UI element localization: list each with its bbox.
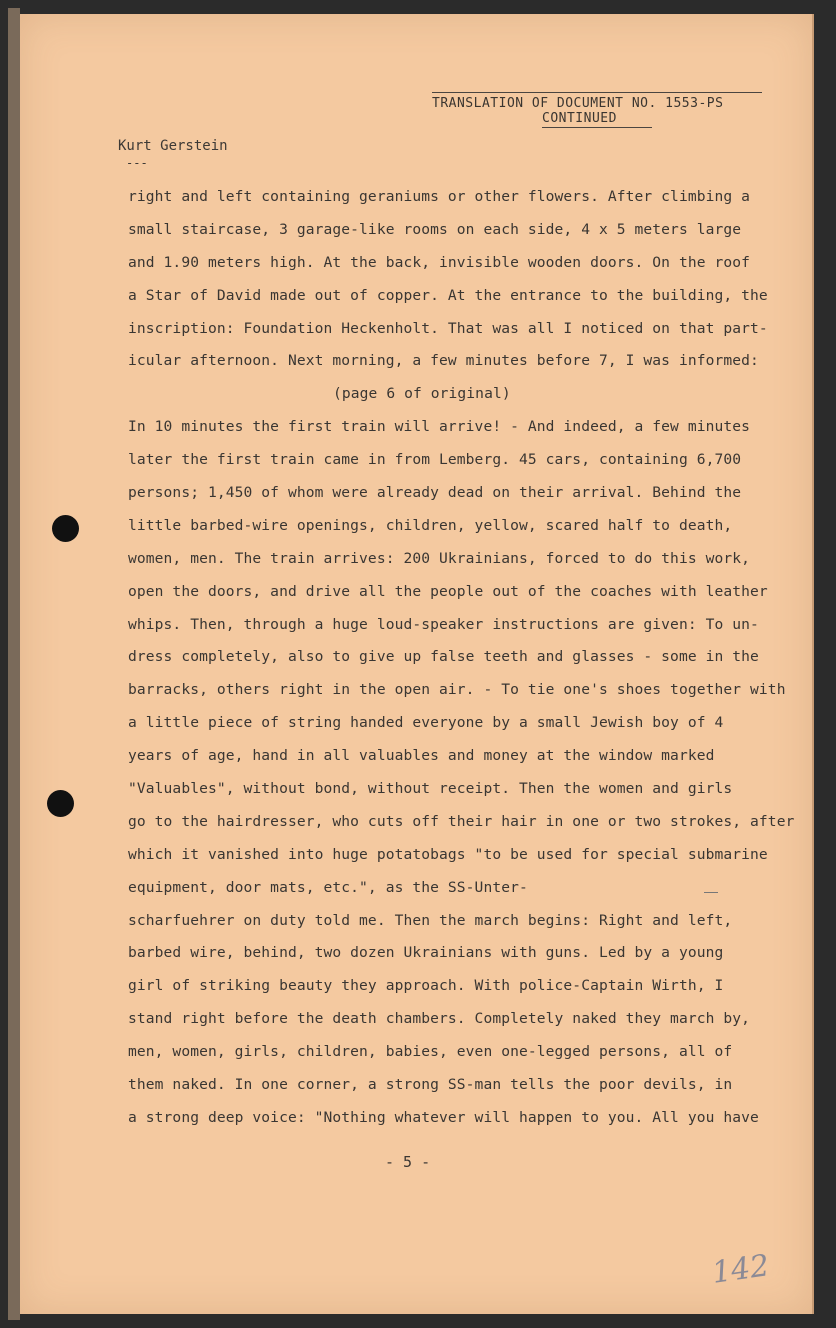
text-line: scharfuehrer on duty told me. Then the march begins: Right and left, <box>128 911 733 929</box>
text-line: barracks, others right in the open air. - To tie one's shoes together with <box>128 681 786 699</box>
text-line: and 1.90 meters high. At the back, invisible wooden doors. On the roof <box>128 253 751 271</box>
text-line: In 10 minutes the first train will arrive! - And indeed, a few minutes <box>128 418 751 436</box>
text-line: a little piece of string handed everyone by a small Jewish boy of 4 <box>128 714 724 732</box>
text-line: later the first train came in from Lemberg. 45 cars, containing 6,700 <box>128 451 742 469</box>
page-number: - 5 - <box>385 1153 431 1171</box>
scan-edge <box>8 8 20 1320</box>
text-line: women, men. The train arrives: 200 Ukrainians, forced to do this work, <box>128 549 751 567</box>
text-line: whips. Then, through a huge loud-speaker instructions are given: To un- <box>128 615 759 633</box>
text-line: which it vanished into huge potatobags "to be used for special submarine <box>128 845 768 863</box>
header-continued: CONTINUED <box>542 111 652 128</box>
text-line: stand right before the death chambers. Completely naked they march by, <box>128 1010 751 1028</box>
text-line: "Valuables", without bond, without receipt. Then the women and girls <box>128 780 733 798</box>
text-line: equipment, door mats, etc.", as the SS-Unter- <box>128 878 528 896</box>
text-line: inscription: Foundation Heckenholt. That was all I noticed on that part- <box>128 319 768 337</box>
handwritten-page-number: 142 <box>709 1248 772 1291</box>
text-line: small staircase, 3 garage-like rooms on each side, 4 x 5 meters large <box>128 220 742 238</box>
text-line: men, women, girls, children, babies, even one-legged persons, all of <box>128 1043 733 1061</box>
text-line: dress completely, also to give up false teeth and glasses - some in the <box>128 648 759 666</box>
punch-hole <box>52 515 79 542</box>
text-line: right and left containing geraniums or other flowers. After climbing a <box>128 188 751 205</box>
text-line: girl of striking beauty they approach. With police-Captain Wirth, I <box>128 977 724 995</box>
page-reference: (page 6 of original) <box>333 385 511 403</box>
text-line: go to the hairdresser, who cuts off their hair in one or two strokes, after <box>128 812 795 830</box>
text-line: icular afternoon. Next morning, a few minutes before 7, I was informed: <box>128 352 759 370</box>
text-line: years of age, hand in all valuables and money at the window marked <box>128 747 715 765</box>
document-header <box>432 92 762 128</box>
text-line: a Star of David made out of copper. At the entrance to the building, the <box>128 286 768 304</box>
text-line: open the doors, and drive all the people out of the coaches with leather <box>128 582 768 600</box>
header-rule <box>432 92 762 93</box>
body-text <box>128 181 795 1135</box>
text-line: persons; 1,450 of whom were already dead on their arrival. Behind the <box>128 484 742 502</box>
text-line: a strong deep voice: "Nothing whatever will happen to you. All you have <box>128 1108 759 1126</box>
stray-pen-mark <box>704 892 718 893</box>
author-underline: --- <box>126 156 148 170</box>
text-line: little barbed-wire openings, children, yellow, scared half to death, <box>128 516 733 534</box>
text-line: them naked. In one corner, a strong SS-man tells the poor devils, in <box>128 1076 733 1094</box>
header-title: TRANSLATION OF DOCUMENT NO. 1553-PS <box>432 96 724 111</box>
punch-hole <box>47 790 74 817</box>
text-line: barbed wire, behind, two dozen Ukrainians with guns. Led by a young <box>128 944 724 962</box>
author-name: Kurt Gerstein <box>118 138 228 154</box>
